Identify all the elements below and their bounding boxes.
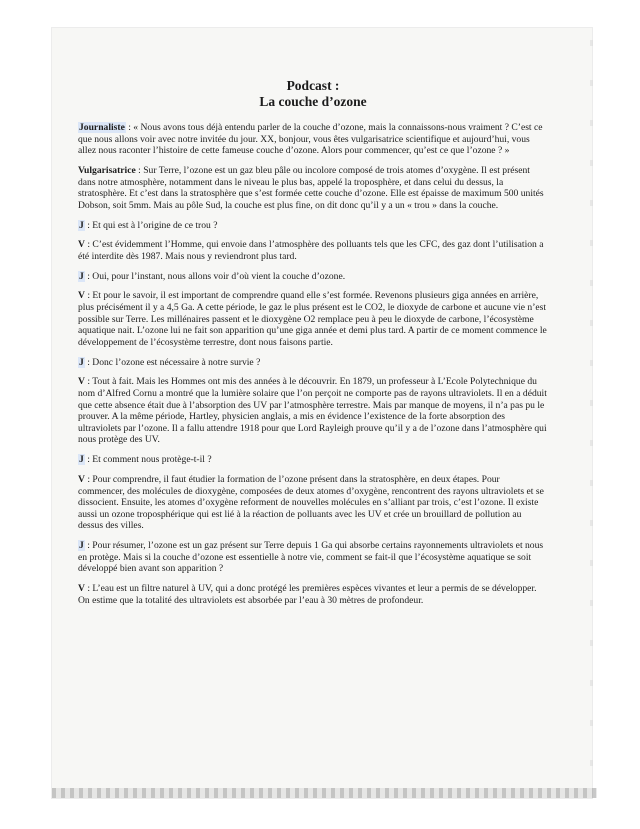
paragraph-question-resume	[78, 540, 548, 575]
speaker-label: V	[78, 290, 85, 302]
paragraph-question-protection	[78, 454, 548, 466]
paragraph-text: : Sur Terre, l’ozone est un gaz bleu pâle ou incolore composé de trois atomes d’oxygène. Il est présent dans notre atmosphère, notamment dans le niveau le plus bas, appelé la troposphère, et dans celui du dessus, la stratosphère. Et c’est dans la stratosphère que s’est formée cette couche d’ozone. Elle est épaisse de maximum 500 unités Dobson, soit 5mm. Mais au pôle Sud, la couche est plus fine, on dit donc qu’il y a un « trou » dans la couche.	[78, 164, 544, 211]
speaker-label: Journaliste	[79, 122, 125, 133]
paragraph-text: : Pour comprendre, il faut étudier la formation de l’ozone présent dans la stratosphère, en deux étapes. Pour commencer, des molécules de dioxygène, composées de deux atomes d’oxygène, rencontrent des rayons ultraviolets et se dissocient. Ensuite, les atomes d’oxygène reforment de nouvelles molécules en s’alliant par trois, c’est l’ozone. Il existe aussi un ozone troposphérique qui est lié à la réaction de polluants avec les UV et crée un brouillard de pollution au dessus des villes.	[78, 473, 544, 532]
speaker-label: J	[79, 540, 84, 552]
speaker-label: V	[78, 376, 85, 388]
speaker-label: V	[78, 473, 85, 485]
speaker-label: J	[79, 356, 84, 368]
speaker-label: V	[78, 239, 85, 251]
paragraph-question-trou	[78, 220, 548, 232]
paragraph-journaliste-intro	[78, 122, 548, 157]
paragraph-answer-eau	[78, 583, 548, 606]
scan-bottom-edge	[52, 788, 597, 798]
document-title	[78, 78, 548, 110]
document-content	[78, 78, 548, 614]
speaker-label: J	[79, 219, 84, 231]
paragraph-text: : Et pour le savoir, il est important de comprendre quand elle s’est formée. Revenons plusieurs giga années en arrière, plus précisément il y a 4,5 Ga. A cette période, le gaz le plus présent est le CO2, le dioxyde de carbone et aucune vie n’est possible sur Terre. Les millénaires passent et le dioxygène O2 remplace peu à peu le dioxyde de carbone, l’écosystème aquatique nait. L’ozone lui ne fait son apparition qu’une giga année et demi plus tard. A partir de ce moment commence le développement de l’écosystème terrestre, dont nous faisons partie.	[78, 290, 547, 348]
paragraph-question-survie	[78, 357, 548, 369]
paragraph-text: : L’eau est un filtre naturel à UV, qui a donc protégé les premières espèces vivantes et leur a permis de se développer. On estime que la totalité des ultraviolets est absorbée par l’eau à 30 mètres de profondeur.	[78, 583, 537, 606]
scan-edge-marks	[590, 40, 593, 780]
paragraph-text: : Et qui est à l’origine de ce trou ?	[84, 219, 218, 231]
paragraph-answer-etapes	[78, 474, 548, 532]
paragraph-question-origine	[78, 271, 548, 283]
speaker-label: J	[79, 454, 84, 466]
paragraph-text: : Oui, pour l’instant, nous allons voir d’où vient la couche d’ozone.	[84, 270, 346, 282]
title-line-2: La couche d’ozone	[259, 94, 367, 109]
paragraph-text: : C’est évidemment l’Homme, qui envoie dans l’atmosphère des polluants tels que les CFC, des gaz dont l’utilisation a été interdite dès 1987. Mais nous y reviendront plus tard.	[78, 239, 544, 262]
paragraph-text: : Tout à fait. Mais les Hommes ont mis des années à le découvrir. En 1879, un professeur à L’Ecole Polytechnique du nom d’Alfred Cornu a montré que la lumière solaire que l’on perçoit ne comporte pas de rayons ultraviolets. Il en a déduit que cette absence était due à l’absorption des UV par l’atmosphère terrestre. Mais par manque de moyens, il n’a pas pu le prouver. A la même période, Hartley, physicien anglais, a mis en évidence l’existence de la forte absorption des ultraviolets par l’ozone. Il a fallu attendre 1918 pour que Lord Rayleigh prouve qu’il y a de l’ozone dans l’atmosphère qui nous protège des UV.	[78, 376, 547, 446]
title-line-1: Podcast :	[286, 78, 340, 93]
speaker-label: J	[79, 270, 84, 282]
speaker-label: Vulgarisatrice	[78, 164, 136, 176]
paragraph-text: : Donc l’ozone est nécessaire à notre survie ?	[84, 356, 261, 368]
speaker-label: V	[78, 583, 85, 595]
paragraph-answer-decouverte	[78, 376, 548, 446]
paragraph-text: : Et comment nous protège-t-il ?	[84, 454, 212, 466]
paragraph-text: : Pour résumer, l’ozone est un gaz présent sur Terre depuis 1 Ga qui absorbe certains rayonnements ultraviolets et nous en protège. Mais si la couche d’ozone est essentielle à notre vie, comment se fait-il que l’écosystème aquatique se soit développé bien avant son apparition ?	[78, 540, 544, 575]
paragraph-text: : « Nous avons tous déjà entendu parler de la couche d’ozone, mais la connaissons-nous vraiment ? C’est ce que nous allons voir avec notre invitée du jour. XX, bonjour, vous êtes vulgarisatrice scientifique et aujourd’hui, vous allez nous raconter l’histoire de cette fameuse couche d’ozone. Alors pour commencer, qu’est ce que l’ozone ? »	[78, 122, 543, 157]
paragraph-vulgarisatrice-intro	[78, 165, 548, 211]
paragraph-answer-formation	[78, 290, 548, 348]
paragraph-answer-cfc	[78, 239, 548, 262]
